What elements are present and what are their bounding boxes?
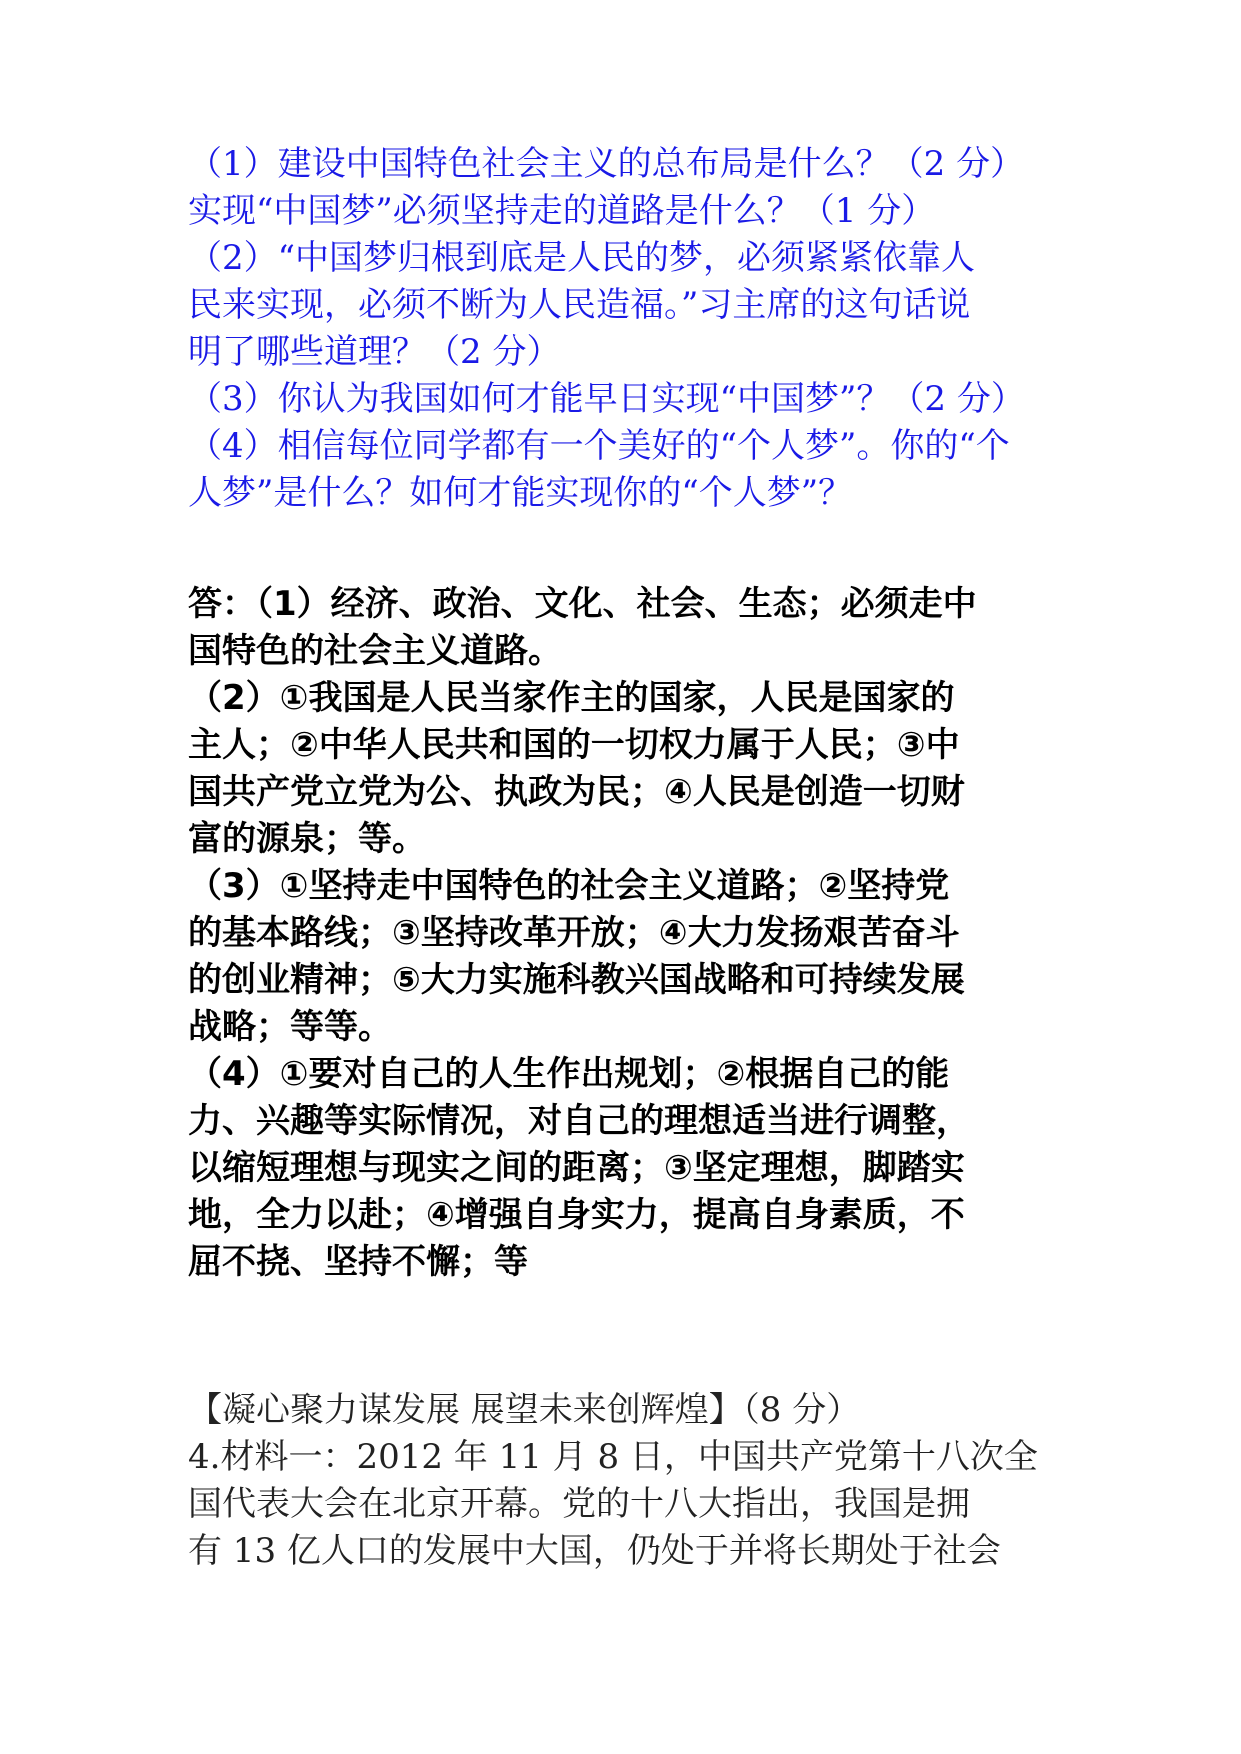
answer-line: 战略；等等。: [188, 1007, 392, 1047]
question-line: 民来实现，必须不断为人民造福。”习主席的这句话说: [188, 285, 971, 325]
answer-line: 以缩短理想与现实之间的距离；③坚定理想，脚踏实: [188, 1148, 965, 1188]
answer-line: （4）①要对自己的人生作出规划；②根据自己的能: [188, 1054, 950, 1094]
answer-line: 主人；②中华人民共和国的一切权力属于人民；③中: [188, 725, 960, 765]
question-line: （3）你认为我国如何才能早日实现“中国梦”？（2 分）: [188, 379, 1025, 419]
answer-line: （2）①我国是人民当家作主的国家，人民是国家的: [188, 678, 955, 718]
answer-line: 力、兴趣等实际情况，对自己的理想适当进行调整，: [188, 1101, 970, 1141]
answer-line: 国特色的社会主义道路。: [188, 631, 562, 671]
answer-line: 富的源泉；等。: [188, 819, 426, 859]
answer-line: （3）①坚持走中国特色的社会主义道路；②坚持党: [188, 866, 950, 906]
material-line: 国代表大会在北京开幕。党的十八大指出，我国是拥: [188, 1484, 970, 1524]
question-line: 实现“中国梦”必须坚持走的道路是什么？（1 分）: [188, 191, 936, 231]
question-line: （4）相信每位同学都有一个美好的“个人梦”。你的“个: [188, 426, 1010, 466]
answer-line: 国共产党立党为公、执政为民；④人民是创造一切财: [188, 772, 965, 812]
answer-line: 屈不挠、坚持不懈；等: [188, 1242, 528, 1282]
answer-line: 答：（1）经济、政治、文化、社会、生态；必须走中: [188, 584, 977, 624]
answer-line: 的基本路线；③坚持改革开放；④大力发扬艰苦奋斗: [188, 913, 960, 953]
section-heading: 【凝心聚力谋发展 展望未来创辉煌】（8 分）: [188, 1390, 861, 1430]
question-line: （1）建设中国特色社会主义的总布局是什么？（2 分）: [188, 144, 1025, 184]
material-line: 4.材料一：2012 年 11 月 8 日，中国共产党第十八次全: [188, 1437, 1038, 1477]
answer-line: 地，全力以赴；④增强自身实力，提高自身素质，不: [188, 1195, 965, 1235]
question-line: 人梦”是什么？如何才能实现你的“个人梦”？: [188, 473, 853, 513]
question-line: 明了哪些道理？（2 分）: [188, 332, 561, 372]
answer-line: 的创业精神；⑤大力实施科教兴国战略和可持续发展: [188, 960, 965, 1000]
material-line: 有 13 亿人口的发展中大国，仍处于并将长期处于社会: [188, 1531, 1001, 1571]
question-line: （2）“中国梦归根到底是人民的梦，必须紧紧依靠人: [188, 238, 976, 278]
